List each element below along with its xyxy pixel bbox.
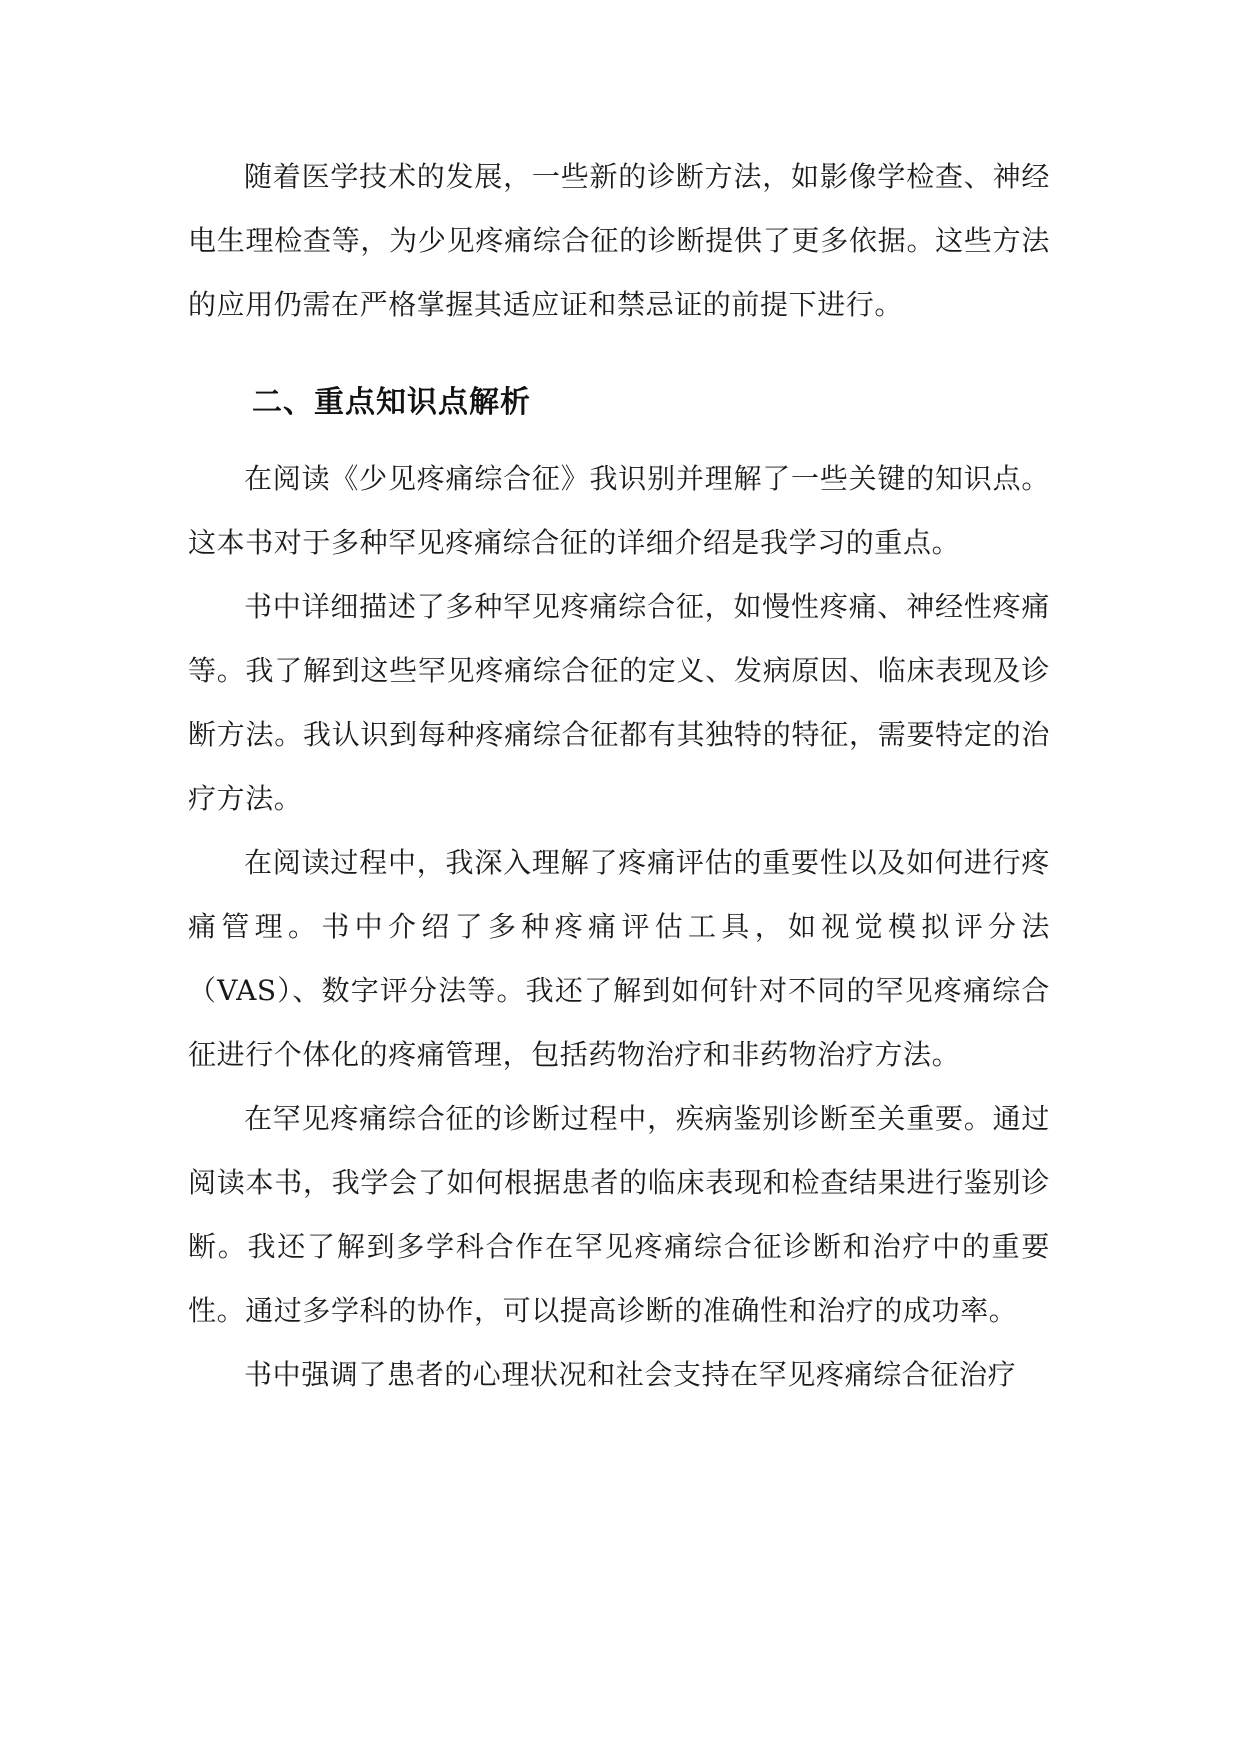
paragraph-new-diagnostic-methods: 随着医学技术的发展，一些新的诊断方法，如影像学检查、神经电生理检查等，为少见疼痛综合征的诊断提供了更多依据。这些方法的应用仍需在严格掌握其适应证和禁忌证的前提下进行。 [188,160,1050,321]
section-heading: 二、重点知识点解析 [252,385,531,420]
paragraph-psychosocial-support: 书中强调了患者的心理状况和社会支持在罕见疼痛综合征治疗 [244,1358,1017,1391]
paragraph-rare-pain-syndromes: 书中详细描述了多种罕见疼痛综合征，如慢性疼痛、神经性疼痛等。我了解到这些罕见疼痛综合征的定义、发病原因、临床表现及诊断方法。我认识到每种疼痛综合征都有其独特的特征，需要特定的治疗方法。 [188,590,1050,815]
paragraph-differential-diagnosis: 在罕见疼痛综合征的诊断过程中，疾病鉴别诊断至关重要。通过阅读本书，我学会了如何根据患者的临床表现和检查结果进行鉴别诊断。我还了解到多学科合作在罕见疼痛综合征诊断和治疗中的重要性。通过多学科的协作，可以提高诊断的准确性和治疗的成功率。 [188,1102,1050,1327]
spacer [188,337,1050,363]
paragraph-pain-assessment: 在阅读过程中，我深入理解了疼痛评估的重要性以及如何进行疼痛管理。书中介绍了多种疼痛评估工具，如视觉模拟评分法（VAS）、数字评分法等。我还了解到如何针对不同的罕见疼痛综合征进行个体化的疼痛管理，包括药物治疗和非药物治疗方法。 [188,846,1050,1071]
paragraph-key-knowledge-intro: 在阅读《少见疼痛综合征》我识别并理解了一些关键的知识点。这本书对于多种罕见疼痛综合征的详细介绍是我学习的重点。 [188,462,1050,559]
document-body [188,145,1050,1407]
